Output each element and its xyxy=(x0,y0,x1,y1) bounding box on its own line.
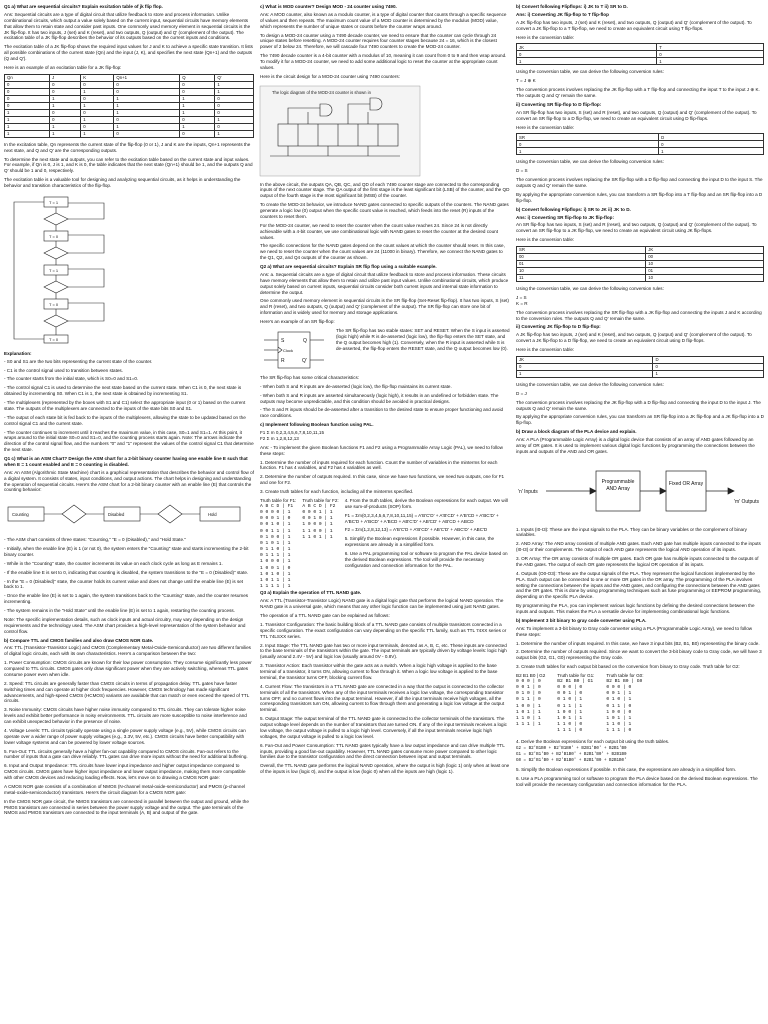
ttl-operation-list xyxy=(260,622,510,775)
list-item: 3. Create truth tables for each output bit based on the conversion from binary to Gray code. Truth table for G2: xyxy=(516,664,740,670)
table-header-row xyxy=(517,356,764,363)
paragraph: To design a MOD-24 counter using a 7490 decade counter, we need to ensure that the counter can cycle through 24 unique states before resetting. A MOD-24 counter requires four counter stages because 24 = 16, which is the closest power of 2 below 24. Therefore, we will cascade four 7490 counters to create the MOD-24 counter. xyxy=(260,32,497,50)
table-row xyxy=(5,81,254,88)
answer-text: Ans: a. Sequential circuits are a type of digital circuit that utilize feedback to store and process information. These circuits have memory elements that allow them to retain and utilize past input values. Unlike combinational circuits, which produce output solely based on current inputs, sequential circuits consider both current inputs and internal state information to determine the output. xyxy=(260,271,509,295)
table-cell: 1 xyxy=(215,130,254,137)
answer-heading: Ans: i) Converting SR flip-flop to JK flip-flop: xyxy=(516,214,614,220)
paragraph: The operation of a TTL NAND gate can be explained as follows: xyxy=(260,613,390,618)
table-cell: 1 xyxy=(5,116,50,123)
asm-label: T = 1 xyxy=(49,199,59,205)
question-title: Q1 a) What are sequential circuits? Explain excitation table of jk flip flop. xyxy=(4,4,163,9)
list-item: 2. Determine the number of outputs required. Since we want to convert the 3-bit binary code to Gray code, we will have 3 output bits (G2, G1, G0) representing the Gray code. xyxy=(516,649,762,661)
list-item: A CMOS NOR gate consists of a combination of NMOS (N-channel metal-oxide-semiconductor) and PMOS (p-channel metal-oxide-semiconductor) transistors. Here's the circuit diagram for a CMOS NOR gate: xyxy=(4,783,246,795)
table-cell: 10 xyxy=(517,268,646,275)
table-header-row xyxy=(517,247,764,254)
sub-heading: ii) Converting JK flip-flop to D flip-flop: xyxy=(516,324,601,330)
pla-block-diagram xyxy=(516,461,759,521)
answer-text: Ans: - To implement the given Boolean functions F1 and F2 using a Programmable Array Logic (PAL), we need to follow these steps: xyxy=(260,444,503,456)
list-item: 3. Noise Immunity: CMOS circuits have higher noise immunity compared to TTL circuits. They can tolerate higher noise levels and exhibit better performance in noisy environments. TTL circuits are more susceptible to noise interference and can exhibit unexpected behavior in the presence of noise. xyxy=(4,707,247,724)
table-cell: 1 xyxy=(5,109,50,116)
table-cell: 0 xyxy=(180,116,215,123)
paragraph: The conversion process involves replacing the JK flip-flop with a D flip-flop and connecting the input D to the input J. The outputs Q and Q' remain the same. xyxy=(516,399,761,411)
table-cell: 01 xyxy=(517,261,646,268)
expression-f1: F1 = Σm(0,2,3,4,5,6,7,8,10,11,15) = A'B'C'D' + A'B'CD' + A'B'CD + A'BC'D' + A'BC'D + A'BCD' + A'BCD + AB'C'D' + AB'CD' + AB'CD + ABCD xyxy=(344,512,499,524)
answer-text: Ans: To implement a 3-bit binary to Gray code converter using a PLA (Programmable Logic Array), we need to follow these steps: xyxy=(516,625,753,637)
expression-f2: F2 = Σm(1,2,8,12,13) = A'B'C'D + A'B'CD' + AB'C'D' + ABC'D' + ABC'D xyxy=(344,527,488,533)
asm-label: T = 0 xyxy=(49,233,59,239)
table-cell: 0 xyxy=(81,109,114,116)
table-cell: 0 xyxy=(5,88,50,95)
paragraph: To create the MOD-24 behavior, we introduce NAND gates connected to specific outputs of the counters. The NAND gates generate a logic low (0) output when the specific count value is reached, which feeds into the reset (R) inputs of the counters to reset them. xyxy=(260,202,509,219)
jk-to-t-table xyxy=(516,43,764,65)
pla-or-array-label: Fixed OR Array xyxy=(668,480,704,487)
paragraph: In the excitation table, Qn represents the current state of the flip-flop (0 or 1), J and K are the inputs, Qn+1 represents the next state, and Q and Q' are the corresponding outputs. xyxy=(4,141,251,153)
sr-label: Clock xyxy=(283,347,294,353)
list-item: - The counter starts from the initial state, which is S0=0 and S1=0. xyxy=(4,376,139,382)
table-cell: 0 xyxy=(180,130,215,137)
explanation-heading: Explanation: xyxy=(4,350,32,356)
table-cell: 0 xyxy=(215,95,254,102)
table-cell: 0 xyxy=(657,51,764,58)
list-item: 6. Input and Output Impedance: TTL circuits have lower input impedance and higher output impedance compared to CMOS circuits. CMOS gates have higher input impedance and lower output impedance, making them more compatible with other CMOS devices and reducing loading effects. Now, let's move on to drawing a CMOS NOR gate: xyxy=(4,763,246,780)
sr-to-d-table xyxy=(516,133,764,155)
truth-table-body: 0 0 0 | 0 0 0 1 | 0 0 1 0 | 0 0 1 1 | 0 1 0 0 | 1 1 0 1 | 1 1 1 0 | 1 1 1 1 | 1 xyxy=(516,678,541,728)
paragraph: The excitation table is a valuable tool for designing and analyzing sequential circuits, as it helps in understanding the behavior and transition characteristics of the flip-flop. xyxy=(4,177,241,188)
table-row xyxy=(517,254,764,261)
paragraph: 4. From the truth tables, derive the Boolean expressions for each output. We will use sum-of-products (SOP) form. xyxy=(344,497,508,509)
truth-table-g0 xyxy=(606,673,643,735)
list-item: - When both S and R inputs are asserted simultaneously (logic high), it results in an undefined or forbidden state. The outputs may become unpredictable, and this condition should be avoided in practical designs. xyxy=(260,392,499,404)
paragraph: The conversion process involves replacing the SR flip-flop with a D flip-flop and connecting the input D to the input S. The outputs Q and Q' remain the same. xyxy=(516,177,763,188)
list-item: - S0 and S1 are the two bits representing the current state of the counter. xyxy=(4,358,153,364)
table-cell: 11 xyxy=(517,275,646,282)
paragraph: Using the conversion table, we can derive the following conversion rules: xyxy=(516,69,664,75)
paragraph: The conversion process involves replacing the SR flip-flop with a JK flip-flop and connecting the inputs J and K according to the conversion rules. The outputs Q and Q' remain the same. xyxy=(516,309,762,321)
asm-state-label: Disabled xyxy=(108,512,125,518)
table-row xyxy=(5,88,254,95)
list-item: 1. Inputs (I0-I3): These are the input signals to the PLA. They can be binary variables or the complement of binary variables. xyxy=(516,526,747,538)
rule: T = J ⊕ K xyxy=(516,78,536,84)
table-cell: 0 xyxy=(5,81,50,88)
sr-label: S xyxy=(281,337,285,344)
column-header: JK xyxy=(517,356,653,363)
column-middle xyxy=(260,4,510,1020)
asm-flow-diagram xyxy=(4,195,124,345)
rule: K = R xyxy=(516,300,528,306)
function-f1: F1 Σ m 0,2,3,4,5,6,7,8,10,11,15 xyxy=(260,430,325,435)
paragraph: By applying the appropriate conversion rules, you can transform a SR flip-flop into a T flip-flop and an SR flip-flop into a D flip-flop. xyxy=(516,191,763,203)
list-item: - In the "E = 0 (Disabled)" state, the counter holds its current value and does not change until the enable line (E) is set back to 1. xyxy=(4,578,244,590)
list-item: 3. Transistor Action: Each transistor within the gate acts as a switch. When a logic high voltage is applied to the base terminal of a transistor, it turns ON, allowing current to flow through it. When a logic low voltage is applied to the base terminal, the transistor turns OFF, blocking current flow. xyxy=(260,663,498,680)
table-cell: 0 xyxy=(180,81,215,88)
question-title: Q2 a) What are sequential circuits? Explain SR flip flop using a suitable example. xyxy=(260,264,437,269)
list-item: - C1 is the control signal used to transition between states. xyxy=(4,367,123,373)
truth-table-body: A B C D | F1 0 0 0 0 | 1 0 0 0 1 | 0 0 0 1 0 | 1 0 0 1 1 | 1 0 1 0 0 | 1 0 1 0 1 | 1 0 1 1 0 | 1 0 1 1 1 | 1 1 0 0 0 | 1 1 0 0 1 | 0 1 0 1 0 | 1 1 0 1 1 | 1 1 1 1 1 | 1 xyxy=(260,503,294,590)
paragraph: Using the conversion table, we can derive the following conversion rules: xyxy=(516,159,664,165)
table-cell: 1 xyxy=(5,123,50,130)
question-title: c) What is MOD counter? Design MOD - 24 counter using 7490. xyxy=(260,4,397,9)
table-cell: 0 xyxy=(50,109,81,116)
table-cell: 0 xyxy=(653,363,764,370)
answer-text: Ans: An ASM (Algorithmic State Machine) chart is a graphical representation that describes the behavior and control flow of a digital system. It consists of states, input conditions, and output actions. The chart helps in designing and understanding the operation of sequential circuits. Here's the ASM chart for a 2-bit binary counter with an enable line (E) that controls the counting behavior: xyxy=(4,469,254,493)
truth-table-label: Truth table for F2: xyxy=(302,497,339,503)
table-row xyxy=(517,141,764,148)
table-row xyxy=(5,116,254,123)
table-cell: 1 xyxy=(81,102,114,109)
pla-inputs-label: 'n' Inputs xyxy=(518,488,538,495)
paragraph: Here is the conversion table: xyxy=(516,237,575,243)
truth-table-body: B2 B1 B0 | G0 0 0 0 | 0 0 0 1 | 1 0 1 0 | 1 0 1 1 | 0 1 0 0 | 0 1 0 1 | 1 1 1 0 | 1 1 1 1 | 0 xyxy=(606,678,643,734)
table-cell: 01 xyxy=(646,268,764,275)
table-cell: 1 xyxy=(653,370,764,377)
paragraph: Using the conversion table, we can derive the following conversion rules: xyxy=(516,286,664,291)
table-cell: 0 xyxy=(114,116,180,123)
list-item: 1. Transistor Configuration: The basic building block of a TTL NAND gate consists of multiple transistors connected in a specific configuration. The exact configuration can vary depending on the specific TTL family, such as TTL 74XX series or TTL 74LSXX series. xyxy=(260,621,507,639)
column-header: T xyxy=(657,44,764,51)
truth-table-header: B2 B1 B0 | G2 xyxy=(516,673,546,678)
sr-label: Q xyxy=(303,337,307,344)
column-left xyxy=(4,4,254,1020)
list-item: - The counter continues to increment until it reaches the maximum value, in this case, S0=1 and S1=1. At this point, it wraps around to the initial state S0=0 and S1=0, and the counting process starts again. Note: The arrows indicate the direction of the control signal flow, and the numbers "0" and "1" represent the values of the control signal C1 that determine the next state. xyxy=(4,429,254,453)
table-cell: 1 xyxy=(517,148,659,155)
table-cell: 0 xyxy=(114,81,180,88)
list-item: - The control signal C1 is used to determine the next state based on the current state. When C1 is 0, the next state is obtained by incrementing S0. When C1 is 1, the next state is obtained by incrementing S1. xyxy=(4,385,242,397)
paragraph: 5. Simplify the Boolean expressions if possible. However, in this case, the expressions are already in a simplified form. xyxy=(344,536,495,548)
answer-text: Ans: TTL (Transistor-Transistor Logic) and CMOS (Complementary Metal-Oxide-Semiconductor) are two different families of digital logic circuits, each with its own characteristics. Here's a comparison between the two: xyxy=(4,645,251,657)
question-title: b) Compare TTL and CMOS families and also draw CMOS NOR Gate. xyxy=(4,637,154,643)
answer-text: Ans: Sequential circuits are a type of digital circuit that utilize feedback to store and process information. Unlike combinational circuits, which output a value solely based on the current input, sequential circuits have memory elements that allow them to retain state and consider past inputs. One commonly used memory element in sequential circuits is the JK flip-flop. It has two inputs, J (set) and K (reset), and two outputs, Q (output) and Q' (complement of the output). The excitation table of a JK flip-flop describes the behavior of its outputs based on the current inputs and conditions. xyxy=(4,11,251,41)
jk-excitation-table xyxy=(4,74,254,138)
pal-truth-tables xyxy=(260,498,510,591)
table-cell: 1 xyxy=(50,95,81,102)
column-header: Qn+1 xyxy=(114,74,180,81)
table-row xyxy=(517,370,764,377)
truth-table-label: Truth table for G0: xyxy=(606,673,644,678)
question-title: c) Implement following Boolean function using PAL. xyxy=(260,422,374,428)
asm-label: T = 0 xyxy=(49,301,59,307)
truth-table-label: Truth table for F1: xyxy=(260,497,297,503)
table-cell: 1 xyxy=(114,109,180,116)
answer-text: Ans: A MOD counter, also known as a modulo counter, is a type of digital counter that counts through a specific sequence of values and then repeats. The maximum count value of a MOD counter is determined by the modulus (MOD) value, which represents the number of unique states or counts before the counter wraps around. xyxy=(260,11,507,29)
table-cell: 10 xyxy=(646,275,764,282)
sr-description: The SR flip-flop has two stable states: SET and RESET. When the S input is asserted (logic high) while R is de-asserted (logic low), the flip-flop enters the SET state, and the Q output becomes high (1). Conversely, when the R input is asserted while S is de-asserted, the flip-flop enters the RESET state, and the Q output becomes low (0). xyxy=(336,327,510,351)
paragraph: To determine the next state and outputs, you can refer to the excitation table based on the current state and input values. For example, if Qn is 0, J is 1, and K is 0, the table indicates that the next state (Qn+1) should be 1, and the outputs Q and Q' should be 1 and 0, respectively. xyxy=(4,156,253,174)
column-header: D xyxy=(653,356,764,363)
pal-steps xyxy=(260,460,510,495)
paragraph: Here is the conversion table: xyxy=(516,347,575,352)
table-row xyxy=(5,130,254,137)
table-cell: 0 xyxy=(50,81,81,88)
table-cell: 0 xyxy=(81,123,114,130)
column-header: SR xyxy=(517,247,646,254)
asm-label: T = 0 xyxy=(49,336,59,342)
list-item: In the CMOS NOR gate circuit, the NMOS transistors are connected in parallel between the output and ground, while the PMOS transistors are connected in series between the power supply voltage and the output. The gate terminals of the NMOS and PMOS transistors are connected to the input terminals (A, B) and output of the gate. xyxy=(4,798,249,816)
gray-truth-tables xyxy=(516,673,764,735)
paragraph: The specific connections for the NAND gates depend on the count values at which the counter should reset. In this case, we need to reset the counter when the count values are 24 (11000 in binary). Therefore, we connect the NAND gates to the Q1, Q2, and Q4 outputs of the counter as shown. xyxy=(260,243,505,261)
list-item: Overall, the TTL NAND gate performs the logical NAND operation, where the output is high (logic 1) only when at least one of the inputs is low (logic 0), and the output is low (logic 0) when all the inputs are high (logic 1). xyxy=(260,763,510,775)
paragraph: For the MOD-24 counter, we need to reset the counter when the count value reaches 24. Since 24 is not directly achievable with a 4-bit counter, we use combinational logic with NAND gates to reset the counter at the desired count values. xyxy=(260,222,498,240)
paragraph: Using the conversion table, we can derive the following conversion rules: xyxy=(516,381,664,387)
asm-counter-chart xyxy=(4,499,249,531)
table-row xyxy=(5,123,254,130)
list-item: - Initially, when the enable line (E) is 1 (or not 0), the system enters the "Counting" state and starts incrementing the 2-bit binary counter. xyxy=(4,546,249,557)
list-item: - The multiplexers (represented by the boxes with S1 and C1) select the appropriate input (0 or 1) based on the current state. The outputs of the multiplexers are connected to the inputs of the state bits S0 and S1. xyxy=(4,400,246,411)
list-item: 2. Speed: TTL circuits are generally faster than CMOS circuits in terms of propagation delay. TTL gates have faster switching times and can operate at higher clock frequencies. However, CMOS technology has made significant advancements, and high-speed CMOS (HCMOS) variants are available that can match or even exceed the speed of TTL circuits. xyxy=(4,680,250,704)
sr-to-jk-table xyxy=(516,246,764,282)
truth-table-body: A B C D | F2 0 0 0 1 | 1 0 0 1 0 | 1 1 0 0 0 | 1 1 1 0 0 | 1 1 1 0 1 | 1 xyxy=(302,503,336,540)
paragraph: The SR flip-flop has some critical characteristics: xyxy=(260,374,360,380)
table-row xyxy=(517,58,764,65)
table-cell: 0 xyxy=(517,51,657,58)
column-header: JK xyxy=(517,44,657,51)
table-header-row xyxy=(517,134,764,141)
paragraph: 6. Use a PAL programming tool or software to program the PAL device based on the derived Boolean expressions. The tool will provide the necessary configuration and connection information for the PAL. xyxy=(344,551,508,568)
table-cell: 1 xyxy=(114,123,180,130)
table-cell: 1 xyxy=(517,58,657,65)
list-item: 5. Output Stage: The output terminal of the TTL NAND gate is connected to the collector terminals of the transistors. The output voltage level depends on the number of transistors that are turned ON. If any of the input terminals receives a logic low voltage, the output voltage is pulled to a logic high level. Conversely, if all the input terminals receive logic high voltages, the output voltage is pulled to a logic low level. xyxy=(260,716,507,739)
pla-and-array-label: Programmable AND Array xyxy=(601,478,635,492)
column-right xyxy=(516,4,764,1020)
paragraph: 4. Derive the Boolean expressions for each output bit using the truth tables. xyxy=(516,738,670,744)
paragraph: In the above circuit, the outputs QA, QB, QC, and QD of each 7490 counter stage are connected to the corresponding inputs of the next counter stage. The QA output of the first stage is the least significant bit (LSB) of the counter, and the QD output of the fourth stage is the most significant bit (MSB) of the counter. xyxy=(260,181,510,199)
column-header: JK xyxy=(646,247,764,254)
table-cell: 10 xyxy=(646,261,764,268)
table-cell: 1 xyxy=(81,88,114,95)
table-cell: 1 xyxy=(657,58,764,65)
table-cell: 1 xyxy=(81,130,114,137)
truth-table-f2 xyxy=(302,498,338,591)
table-cell: 0 xyxy=(114,130,180,137)
table-cell: 0 xyxy=(114,88,180,95)
table-cell: 1 xyxy=(215,116,254,123)
table-header-row xyxy=(517,44,764,51)
list-item: Note: The specific implementation details, such as clock inputs and actual circuitry, may vary depending on the design requirements and the technology used. The ASM chart provides a high-level representation of the system behavior and control flow. xyxy=(4,616,246,634)
question-title: Q3 a) Explain the operation of TTL NAND gate. xyxy=(260,590,362,596)
question-title: b) Draw a block diagram of the PLA device and explain. xyxy=(516,429,637,435)
column-header: Q' xyxy=(215,74,254,81)
rule: D = J xyxy=(516,390,527,396)
sr-flipflop-block xyxy=(260,328,510,372)
table-cell: 1 xyxy=(50,123,81,130)
truth-table-label: Truth table for G1: xyxy=(557,673,595,678)
question-title: Q1 c) What is an ASM Chart? Design the ASM chart for a 2-bit binary counter having one enable line E such that when E = 1 count enabled and E = 0 counting is disabled. xyxy=(4,456,248,467)
table-row xyxy=(5,102,254,109)
list-item: 3. Create truth tables for each function, including all the minterms specified. xyxy=(260,489,414,494)
paragraph: Here is the conversion table: xyxy=(516,124,575,130)
gray-expressions: G2 = B2'B1B0 + B2'B1B0' + B2B1'B0' + B2B1'B0 G1 = B2'B1'B0 + B2'B1B0' + B2B1'B0' + B2B1B0 G0 = B2'B1'B0 + B2'B1B0' + B2B1'B0 + B2B1B0' xyxy=(516,747,627,763)
table-cell: 0 xyxy=(50,116,81,123)
table-row xyxy=(517,275,764,282)
table-cell: 0 xyxy=(81,81,114,88)
asm-label: T = 1 xyxy=(49,267,59,273)
answer-text: Ans: A TTL (Transistor-Transistor Logic) NAND gate is a digital logic gate that performs the logical NAND operation. The NAND gate is a universal gate, which means that any other logic function can be implemented using just NAND gates. xyxy=(260,598,504,610)
paragraph: The excitation table of a JK flip-flop shows the required input values for J and K to achieve a specific state transition. It lists all possible combinations of the current state (Qn) and the input (J, K), and specifies the next state (Qn+1) and the outputs (Q and Q'). xyxy=(4,44,253,61)
table-row xyxy=(517,268,764,275)
paragraph: An SR flip-flop has two inputs, S (set) and R (reset), and two outputs, Q (output) and Q' (complement of the output). To convert an SR flip-flop to a D flip-flop, we need to create an equivalent circuit using D flip-flops. xyxy=(516,109,757,121)
gray-steps xyxy=(516,641,764,671)
table-cell: 00 xyxy=(517,254,646,261)
table-cell: 1 xyxy=(180,123,215,130)
column-header: D xyxy=(659,134,764,141)
table-cell: 1 xyxy=(180,102,215,109)
list-item: 4. Current Flow: The transistors in a TTL NAND gate are connected in a way that the output is connected to the collector terminals of all the transistors. When any of the input terminals receives a logic low voltage, the corresponding transistor turns OFF, and no current flows into the output terminal. However, if all the input terminals receive high voltages, all the corresponding transistors turn ON, allowing current to flow through them and generating a logic low voltage at the output terminal. xyxy=(260,683,505,713)
table-cell: 1 xyxy=(180,109,215,116)
paragraph: The 7490 decade counter is a 4-bit counter with a modulus of 10, meaning it can count from 0 to 9 and then wrap around. To modify it for a MOD-24 counter, we need to add some additional logic to reset the counter at the appropriate count values. xyxy=(260,53,507,70)
explanation-list xyxy=(4,359,254,453)
paragraph: 5. Simplify the Boolean expressions if possible. In this case, the expressions are already in a simplified form. xyxy=(516,767,737,773)
table-row xyxy=(5,109,254,116)
question-title: b) Convert following Flipflops: i) JK to T ii) SR to D. xyxy=(516,4,628,9)
table-row xyxy=(517,51,764,58)
truth-table-f1 xyxy=(260,498,296,591)
column-header: J xyxy=(50,74,81,81)
list-item: 3. OR Array: The OR array consists of multiple OR gates. Each OR gate has multiple inputs connected to the outputs of the AND gates. The output of each OR gate represents the logical OR operation of its inputs. xyxy=(516,556,759,567)
table-cell: 1 xyxy=(50,102,81,109)
table-cell: 0 xyxy=(215,102,254,109)
table-row xyxy=(5,95,254,102)
list-item: - The ASM chart consists of three states: "Counting," "E = 0 (Disabled)," and "Hold State." xyxy=(4,537,186,543)
table-header-row xyxy=(5,74,254,81)
list-item: 2. Determine the number of outputs required. In this case, since we have two functions, we need two outputs, one for F1 and one for F2. xyxy=(260,474,505,486)
list-item: 5. Fan-Out: TTL circuits generally have a higher fan-out capability compared to CMOS circuits. Fan-out refers to the number of inputs that a gate can drive reliably. TTL gates can drive more inputs without the need for additional buffering. xyxy=(4,748,248,760)
paragraph: A JK flip-flop has two inputs, J (set) and K (reset), and two outputs, Q (output) and Q' (complement of the output). To convert a JK flip-flop to a T flip-flop, we need to create an equivalent circuit using T flip-flops. xyxy=(516,19,752,31)
table-cell: 1 xyxy=(180,95,215,102)
table-cell: 0 xyxy=(659,141,764,148)
pla-outputs-label: 'm' Outputs xyxy=(734,498,759,505)
table-cell: 1 xyxy=(659,148,764,155)
table-cell: 1 xyxy=(114,102,180,109)
table-cell: 0 xyxy=(517,363,653,370)
sr-flipflop-diagram xyxy=(260,328,330,372)
list-item: - If the enable line E is set to 0, indicating that counting is disabled, the system transitions to the "E = 0 (Disabled)" state. xyxy=(4,569,249,575)
sr-label: Q' xyxy=(302,357,307,364)
jk-to-d-table xyxy=(516,356,764,378)
asm-state-label: Counting xyxy=(12,512,29,518)
table-cell: 1 xyxy=(517,370,653,377)
pla-explanation xyxy=(516,527,764,615)
table-cell: 0 xyxy=(215,123,254,130)
rule: D = S xyxy=(516,168,528,174)
table-cell: 0 xyxy=(81,95,114,102)
list-item: - The S and R inputs should be de-asserted after a transition to the desired state to ensure proper functioning and avoid race conditions. xyxy=(260,407,504,419)
list-item: By programming the PLA, you can implement various logic functions by defining the desired connections between the inputs and outputs. This makes the PLA a versatile device for implementing combinational logic functions. xyxy=(516,603,755,614)
list-item: 2. Input Stage: The TTL NAND gate has two or more input terminals, denoted as A, B, C, etc. These inputs are connected to the base terminals of the transistors within the gate. The input terminals are typically driven by voltage levels: logic high (usually around 2.4V - 5V) and logic low (usually around 0V - 0.8V). xyxy=(260,642,507,660)
table-row xyxy=(517,148,764,155)
table-cell: 0 xyxy=(180,88,215,95)
question-title: b) Implement 3 bit binary to gray code converter using PLA. xyxy=(516,617,647,623)
list-item: - The system remains in the "Hold State" until the enable line (E) is set to 1 again, restarting the counting process. xyxy=(4,608,235,613)
list-item: - While in the "Counting" state, the counter increments its value on each clock cycle as long as E remains 1. xyxy=(4,560,223,566)
paragraph: The conversion process involves replacing the JK flip-flop with a T flip-flop and connecting the input T to the input J ⊕ K. The outputs Q and Q' remain the same. xyxy=(516,87,760,98)
table-cell: 0 xyxy=(5,102,50,109)
comparison-list xyxy=(4,660,254,816)
truth-table-g2 xyxy=(516,673,545,735)
table-cell: 0 xyxy=(50,88,81,95)
table-cell: 0 xyxy=(215,109,254,116)
list-item: 1. Power Consumption: CMOS circuits are known for their low power consumption. They consume significantly less power compared to TTL circuits. CMOS gates only draw significant power when they are actively switching, whereas TTL gates consume power even when idle. xyxy=(4,660,252,677)
paragraph: Here is an example of an excitation table for a JK flip-flop: xyxy=(4,64,122,70)
list-item: 2. AND Array: The AND array consists of multiple AND gates. Each AND gate has multiple inputs connected to the inputs (I0-I3) or their complements. The output of each AND gate represents the logical AND operation of its inputs. xyxy=(516,541,761,553)
function-f2: F2 Σ m 1,2,8,12,13 xyxy=(260,435,299,441)
asm-notes xyxy=(4,537,254,634)
table-row xyxy=(517,261,764,268)
truth-table-body: B2 B1 B0 | G1 0 0 0 | 0 0 0 1 | 0 0 1 0 | 1 0 1 1 | 1 1 0 0 | 1 1 0 1 | 1 1 1 0 | 0 1 1 1 | 0 xyxy=(557,678,594,734)
rule: J = S xyxy=(516,294,527,300)
mod24-counter-diagram xyxy=(260,86,420,176)
table-cell: 1 xyxy=(5,130,50,137)
paragraph: By applying the appropriate conversion rules, you can transform an SR flip-flop into a JK flip-flop and a JK flip-flop into a D flip-flop. xyxy=(516,414,764,426)
sr-characteristics xyxy=(260,384,510,419)
table-cell: 1 xyxy=(215,88,254,95)
list-item: 1. Determine the number of inputs required. In this case, we have 3 input bits (B2, B1, B0) representing the binary code. xyxy=(516,640,760,646)
paragraph: One commonly used memory element in sequential circuits is the SR flip-flop (Set-Reset flip-flop). It has two inputs, S (set) and R (reset), and two outputs, Q (output) and Q' (complement of the output). The SR flip-flop can store one bit of information and is widely used for memory and storage applications. xyxy=(260,298,509,316)
column-header: K xyxy=(81,74,114,81)
column-header: Qn xyxy=(5,74,50,81)
paragraph: Here is the circuit design for a MOD-24 counter using 7490 counters: xyxy=(260,73,400,79)
column-header: Q xyxy=(180,74,215,81)
list-item: - Once the enable line (E) is set to 1 again, the system transitions back to the "Counting" state, and the counter resumes incrementing. xyxy=(4,593,249,605)
paragraph: 6. Use a PLA programming tool or software to program the PLA device based on the derived Boolean expressions. The tool will provide the necessary configuration and connection information for the PLA. xyxy=(516,776,758,788)
paragraph: Here's an example of an SR flip-flop: xyxy=(260,319,335,324)
list-item: 4. Outputs (O0-O3): These are the output signals of the PLA. They represent the logical functions implemented by the PLA. Each output can be connected to one or more OR gates in the OR array. The programming of the PLA involves setting the connections between the inputs and the AND gates, and configuring the connections between the AND gates and the OR gates. This is done by using programming techniques such as fuse programming or EEPROM programming, depending on the specific PLA device. xyxy=(516,570,762,600)
paragraph: An SR flip-flop has two inputs, S (set) and R (reset), and two outputs, Q (output) and Q' (complement of the output). To convert an SR flip-flop to a JK flip-flop, we need to create an equivalent circuit using JK flip-flops. xyxy=(516,222,757,234)
list-item: - The output of each state bit is fed back to the inputs of the multiplexers, allowing the state to be updated based on the control signal C1 and the current state. xyxy=(4,414,246,426)
table-cell: 0 xyxy=(5,95,50,102)
table-cell: 0 xyxy=(517,141,659,148)
list-item: 6. Fan-Out and Power Consumption: TTL NAND gates typically have a low output impedance and can drive multiple TTL inputs, providing a good fan-out capability. However, TTL NAND gates consume more power compared to other logic families due to the transistor configuration and the direct connection between input and output terminals. xyxy=(260,742,505,760)
table-cell: 1 xyxy=(215,81,254,88)
column-header: SR xyxy=(517,134,659,141)
diagram-caption: The logic diagram of the MOD-24 counter is shown in xyxy=(272,89,371,95)
sub-heading: ii) Converting SR flip-flop to D flip-flop: xyxy=(516,101,602,107)
list-item: 1. Determine the number of inputs required for each function. Count the number of variables in the minterms for each function. F1 has 4 variables, and F2 has 4 variables as well. xyxy=(260,459,498,471)
table-cell: 00 xyxy=(646,254,764,261)
table-row xyxy=(517,363,764,370)
question-title: b) Convert following Flipflops: i) SR to JK ii) JK to D. xyxy=(516,206,631,212)
truth-table-g1 xyxy=(557,673,594,735)
table-cell: 1 xyxy=(81,116,114,123)
paragraph: A JK flip-flop has two inputs, J (set) and K (reset), and two outputs, Q (output) and Q' (complement of the output). To convert a JK flip-flop to a D flip-flop, we need to create an equivalent circuit using D flip-flops. xyxy=(516,332,752,344)
paragraph: Here is the conversion table: xyxy=(516,34,575,40)
table-cell: 1 xyxy=(114,95,180,102)
list-item: - When both S and R inputs are de-asserted (logic low), the flip-flop maintains its current state. xyxy=(260,383,452,389)
answer-heading: Ans: i) Converting JK flip-flop to T flip-flop xyxy=(516,11,609,17)
list-item: 4. Voltage Levels: TTL circuits typically operate using a single power supply voltage (e.g., 5V), while CMOS circuits can operate over a wider range of power supply voltages (e.g., 3.3V, 5V, etc.). CMOS circuits have better compatibility with lower voltage systems and can be powered by lower voltage sources. xyxy=(4,727,246,745)
sr-label: R xyxy=(281,357,285,364)
table-cell: 1 xyxy=(50,130,81,137)
pal-derivation xyxy=(345,498,510,591)
asm-state-label: Hold xyxy=(208,512,217,518)
answer-text: Ans: A PLA (Programmable Logic Array) is a digital logic device that consists of an array of AND gates followed by an array of OR gates. It is used to implement various digital logic functions by programming the connections between the inputs and outputs of the AND and OR gates. xyxy=(516,437,755,454)
